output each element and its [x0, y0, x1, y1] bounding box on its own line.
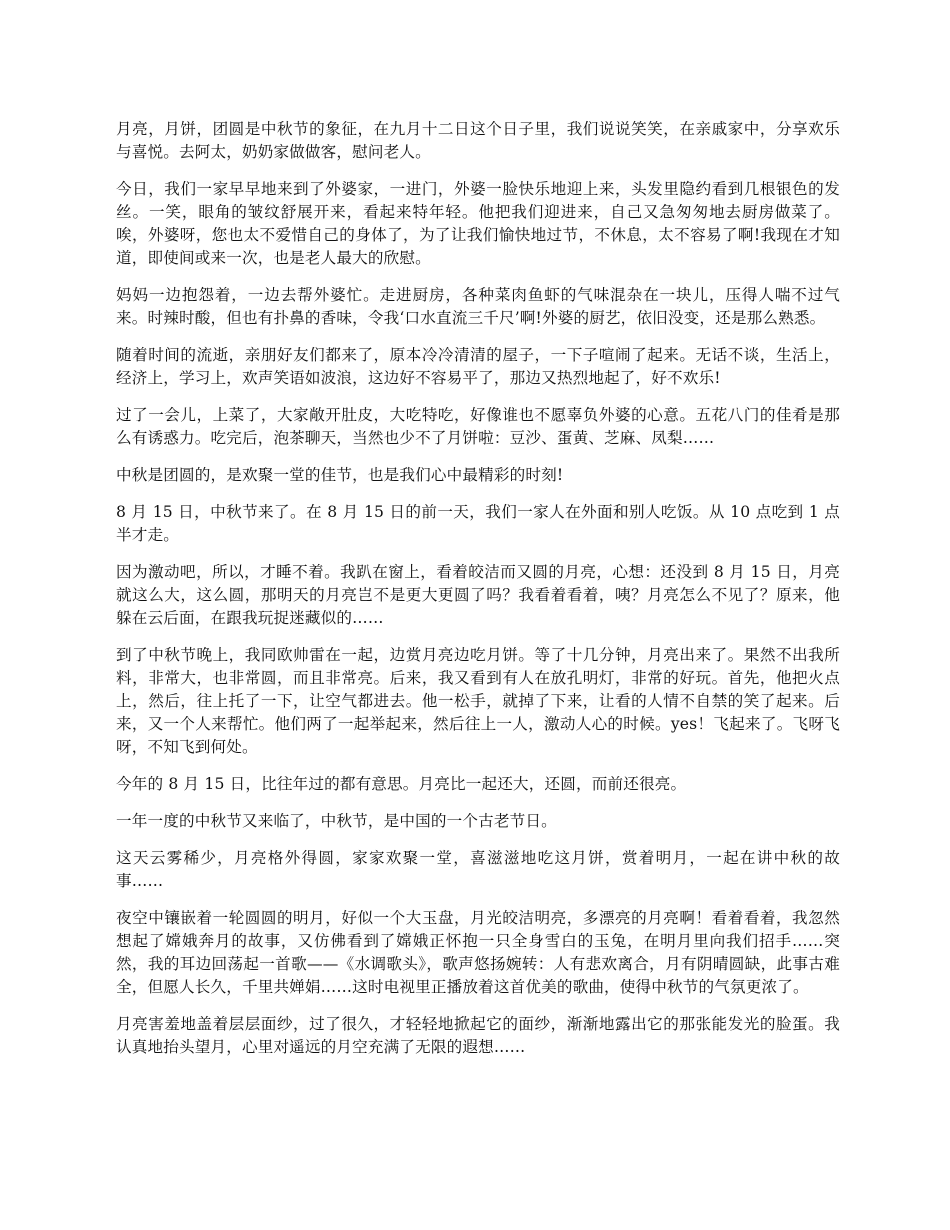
paragraph: 夜空中镶嵌着一轮圆圆的明月，好似一个大玉盘，月光皎洁明亮，多漂亮的月亮啊！看着看着，我忽然想起了嫦娥奔月的故事，又仿佛看到了嫦娥正怀抱一只全身雪白的玉兔，在明月里向我们招手……突然，我的耳边回荡起一首歌——《水调歌头》，歌声悠扬婉转：人有悲欢离合，月有阴晴圆缺，此事古难全，但愿人长久，千里共婵娟……这时电视里正播放着这首优美的歌曲，使得中秋节的气氛更浓了。	[116, 909, 840, 996]
paragraph: 过了一会儿，上菜了，大家敞开肚皮，大吃特吃，好像谁也不愿辜负外婆的心意。五花八门的佳肴是那么有诱惑力。吃完后，泡茶聊天，当然也少不了月饼啦：豆沙、蛋黄、芝麻、凤梨……	[116, 406, 840, 447]
paragraph: 8 月 15 日，中秋节来了。在 8 月 15 日的前一天，我们一家人在外面和别人吃饭。从 10 点吃到 1 点半才走。	[116, 503, 840, 544]
paragraph: 今年的 8 月 15 日，比往年过的都有意思。月亮比一起还大，还圆，而前还很亮。	[116, 775, 687, 793]
paragraph: 这天云雾稀少，月亮格外得圆，家家欢聚一堂，喜滋滋地吃这月饼，赏着明月，一起在讲中秋的故事……	[116, 849, 840, 890]
paragraph: 一年一度的中秋节又来临了，中秋节，是中国的一个古老节日。	[116, 812, 557, 830]
paragraph: 中秋是团圆的，是欢聚一堂的佳节，也是我们心中最精彩的时刻!	[116, 466, 564, 484]
paragraph: 月亮害羞地盖着层层面纱，过了很久，才轻轻地掀起它的面纱，渐渐地露出它的那张能发光的脸蛋。我认真地抬头望月，心里对遥远的月空充满了无限的遐想……	[116, 1015, 840, 1056]
paragraph: 随着时间的流逝，亲朋好友们都来了，原本冷冷清清的屋子，一下子喧闹了起来。无话不谈，生活上，经济上，学习上，欢声笑语如波浪，这边好不容易平了，那边又热烈地起了，好不欢乐!	[116, 346, 840, 387]
paragraph: 妈妈一边抱怨着，一边去帮外婆忙。走进厨房，各种菜肉鱼虾的气味混杂在一块儿，压得人喘不过气来。时辣时酸，但也有扑鼻的香味，令我‘口水直流三千尺’啊!外婆的厨艺，依旧没变，还是那么熟悉。	[116, 286, 840, 327]
paragraph: 到了中秋节晚上，我同欧帅雷在一起，边赏月亮边吃月饼。等了十几分钟，月亮出来了。果然不出我所料，非常大，也非常圆，而且非常亮。后来，我又看到有人在放孔明灯，非常的好玩。首先，他把火点上，然后，往上托了一下，让空气都进去。他一松手，就掉了下来，让看的人情不自禁的笑了起来。后来，又一个人来帮忙。他们两了一起举起来，然后往上一人，激动人心的时候。yes！飞起来了。飞呀飞呀，不知飞到何处。	[116, 646, 840, 756]
document-body	[116, 118, 840, 1059]
paragraph: 今日，我们一家早早地来到了外婆家，一进门，外婆一脸快乐地迎上来，头发里隐约看到几根银色的发丝。一笑，眼角的皱纹舒展开来，看起来特年轻。他把我们迎进来，自己又急匆匆地去厨房做菜了。唉，外婆呀，您也太不爱惜自己的身体了，为了让我们愉快地过节，不休息，太不容易了啊!我现在才知道，即使间或来一次，也是老人最大的欣慰。	[116, 180, 840, 267]
paragraph: 月亮，月饼，团圆是中秋节的象征，在九月十二日这个日子里，我们说说笑笑，在亲戚家中，分享欢乐与喜悦。去阿太，奶奶家做做客，慰问老人。	[116, 120, 840, 161]
paragraph: 因为激动吧，所以，才睡不着。我趴在窗上，看着皎洁而又圆的月亮，心想：还没到 8 月 15 日，月亮就这么大，这么圆，那明天的月亮岂不是更大更圆了吗？我看着看着，咦？月亮怎么不见了？原来，他躲在云后面，在跟我玩捉迷藏似的……	[116, 563, 840, 627]
